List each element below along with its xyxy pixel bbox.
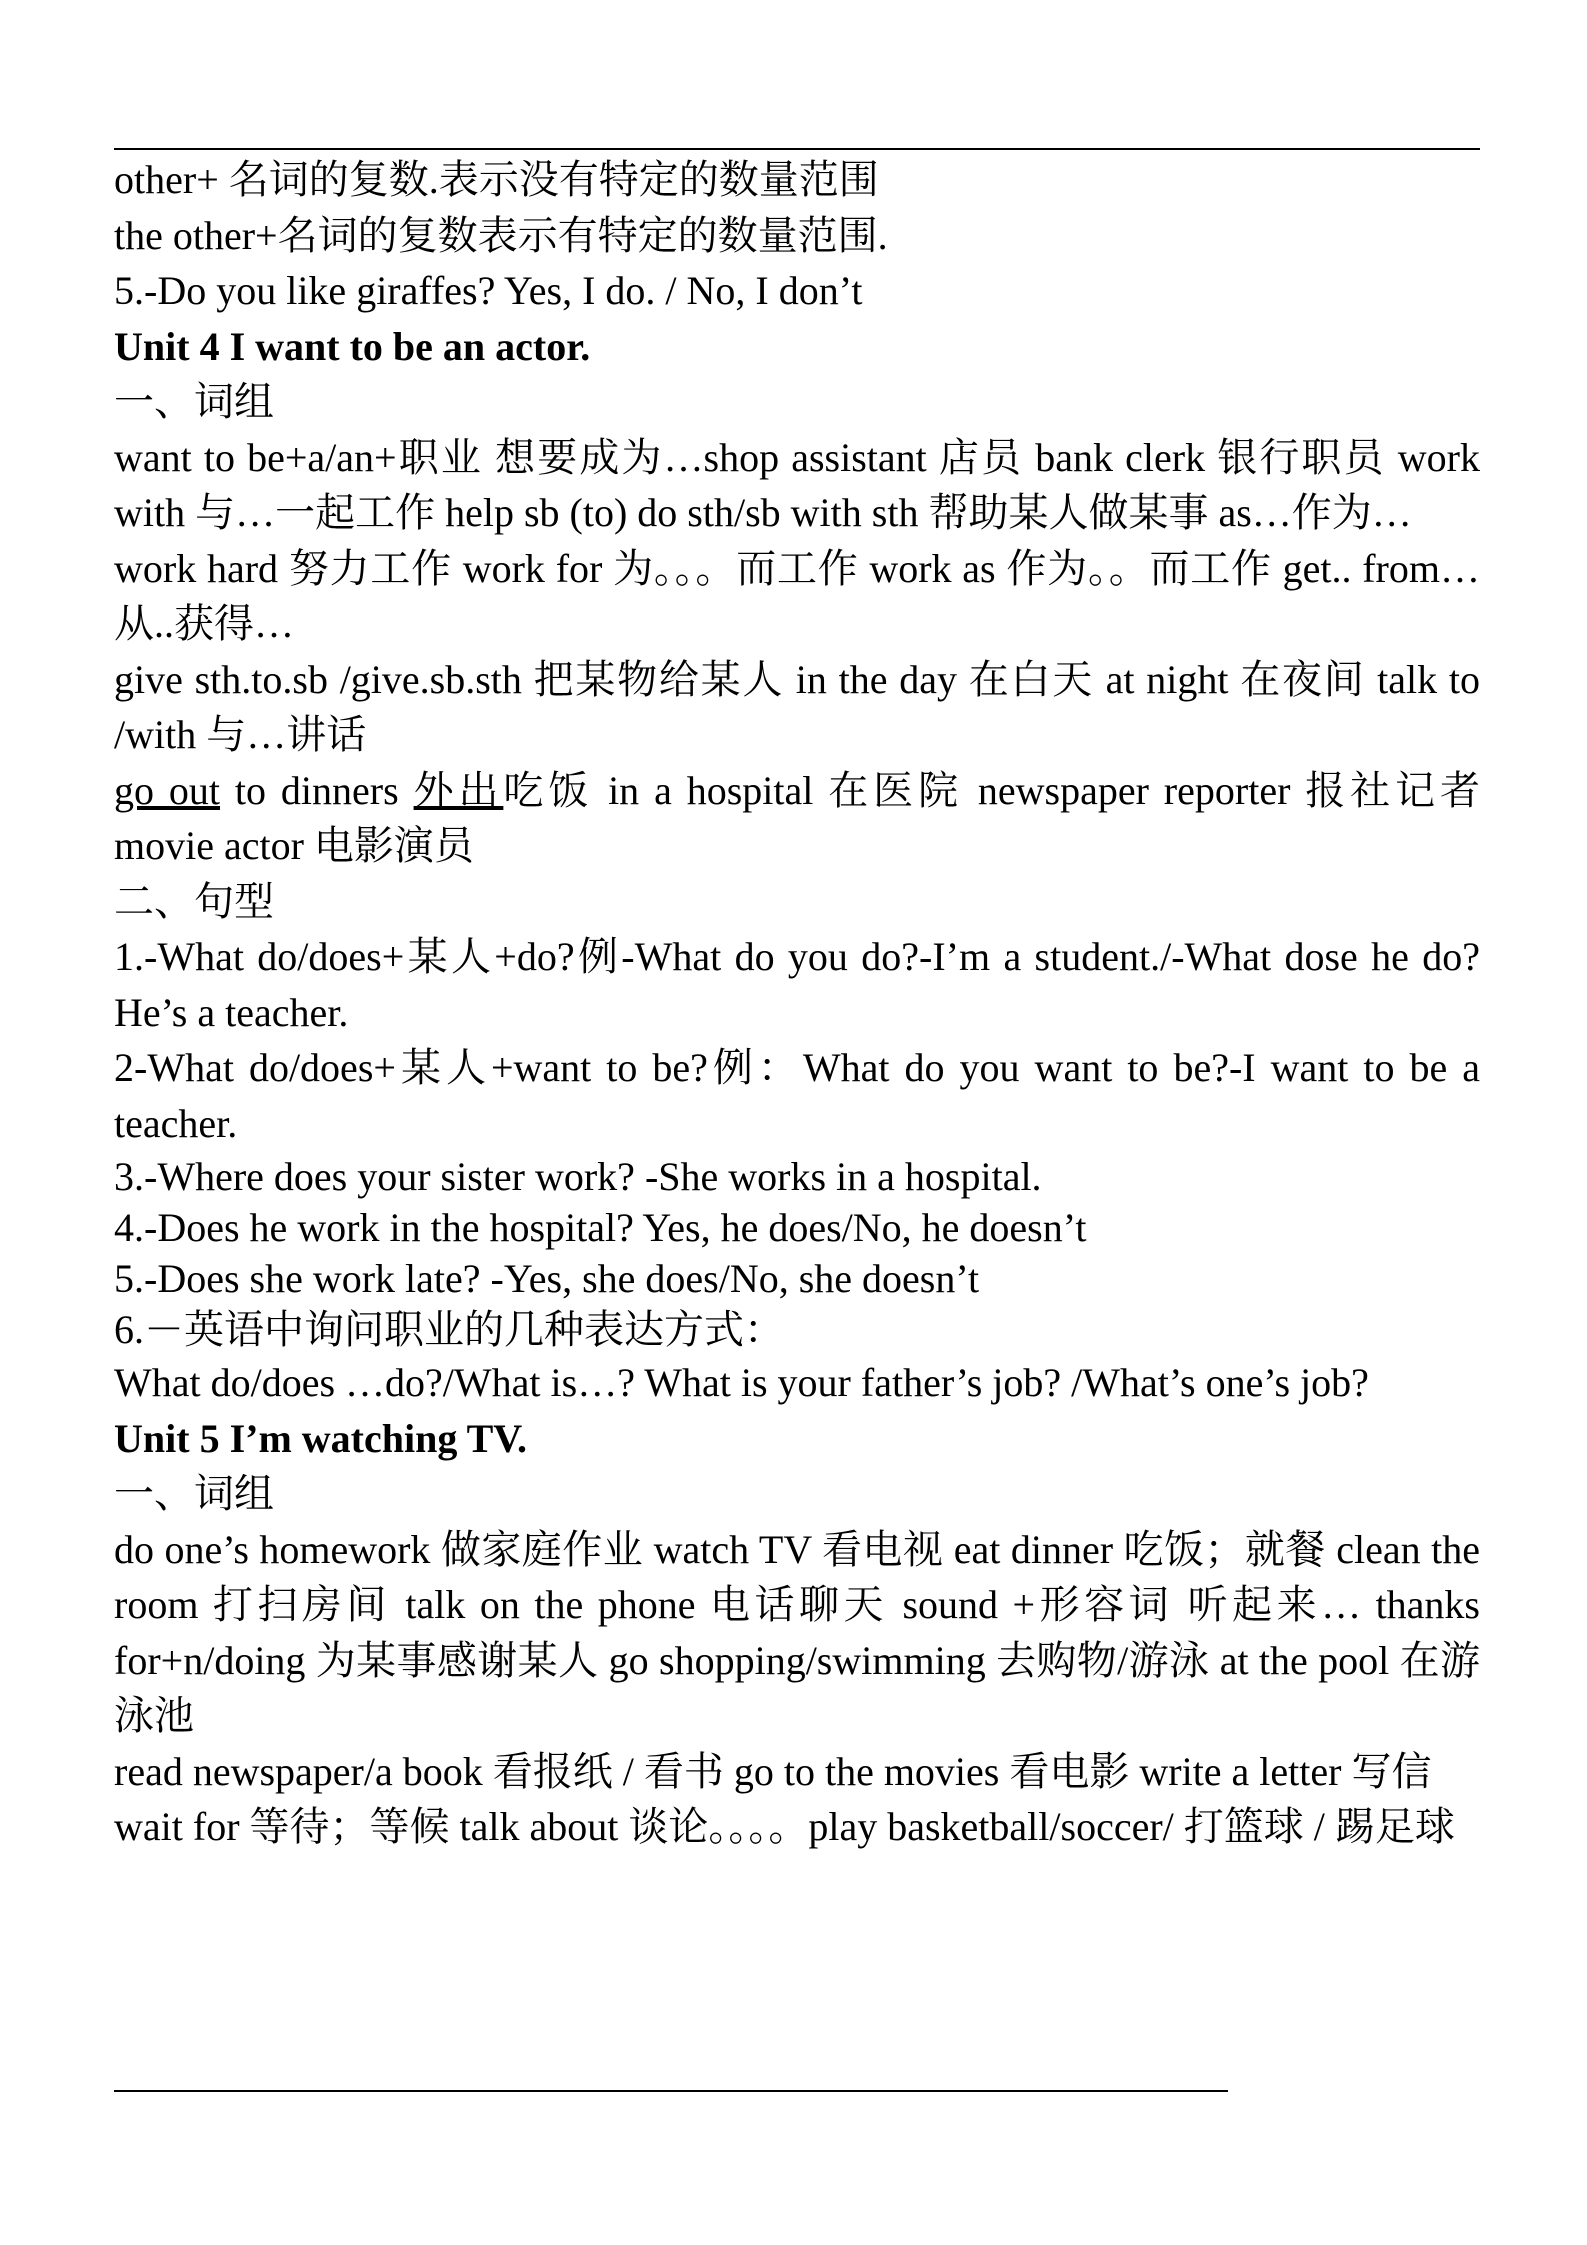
unit-5-heading: Unit 5 I’m watching TV. xyxy=(114,1415,528,1461)
sentence-paragraph: 6.－英语中询问职业的几种表达方式： xyxy=(114,1307,784,1352)
sentence-paragraph: 4.-Does he work in the hospital? Yes, he does/No, he doesn’t xyxy=(114,1205,1087,1250)
bottom-rule xyxy=(114,2090,1228,2092)
underlined-text: go out xyxy=(114,767,221,813)
document-body xyxy=(114,152,1480,1855)
phrase-paragraph: read newspaper/a book 看报纸 / 看书 go to the movies 看电影 write a letter 写信 xyxy=(114,1748,1432,1794)
phrase-paragraph: wait for 等待；等候 talk about 谈论。。。。play basketball/soccer/ 打篮球 / 踢足球 xyxy=(114,1804,1455,1849)
text-line: other+ 名词的复数.表示没有特定的数量范围 xyxy=(114,157,879,202)
section-label: 一、词组 xyxy=(114,1471,274,1516)
phrase-paragraph xyxy=(114,763,1480,874)
phrase-paragraph: give sth.to.sb /give.sb.sth 把某物给某人 in the day 在白天 at night 在夜间 talk to /with 与…讲话 xyxy=(114,656,1480,757)
sentence-paragraph: 3.-Where does your sister work? -She works in a hospital. xyxy=(114,1154,1042,1199)
sentence-paragraph: What do/does …do?/What is…? What is your father’s job? /What’s one’s job? xyxy=(114,1360,1369,1405)
unit-4-heading: Unit 4 I want to be an actor. xyxy=(114,323,591,369)
section-label: 二、句型 xyxy=(114,878,274,924)
plain-text: 吃饭 in a hospital 在医院 newspaper reporter 报社记者 movie actor 电影演员 xyxy=(114,767,1480,868)
phrase-paragraph: do one’s homework 做家庭作业 watch TV 看电视 eat dinner 吃饭；就餐 clean the room 打扫房间 talk on the phone 电话聊天 sound +形容词 听起来… thanks for+n/doing 为某事感谢某人 go shopping/swimming 去购物/游泳 at the pool 在游泳池 xyxy=(114,1526,1480,1738)
text-line: the other+名词的复数表示有特定的数量范围. xyxy=(114,212,888,258)
sentence-paragraph: 2-What do/does+某人+want to be?例：What do you want to be?-I want to be a teacher. xyxy=(114,1045,1480,1146)
phrase-paragraph: work hard 努力工作 work for 为。。。而工作 work as 作为。。而工作 get.. from…从..获得… xyxy=(114,545,1480,646)
sentence-paragraph: 5.-Does she work late? -Yes, she does/No, she doesn’t xyxy=(114,1256,980,1301)
underlined-text: 外出 xyxy=(413,767,504,813)
top-rule xyxy=(114,148,1480,150)
text-line: 5.-Do you like giraffes? Yes, I do. / No, I don’t xyxy=(114,268,863,313)
plain-text: to dinners xyxy=(220,767,414,813)
phrase-paragraph: want to be+a/an+职业 想要成为…shop assistant 店员 bank clerk 银行职员 work with 与…一起工作 help sb (to) do sth/sb with sth 帮助某人做某事 as…作为… xyxy=(114,434,1480,535)
section-label: 一、词组 xyxy=(114,379,274,424)
sentence-paragraph: 1.-What do/does+某人+do?例-What do you do?-I’m a student./-What dose he do? He’s a teacher. xyxy=(114,934,1480,1035)
